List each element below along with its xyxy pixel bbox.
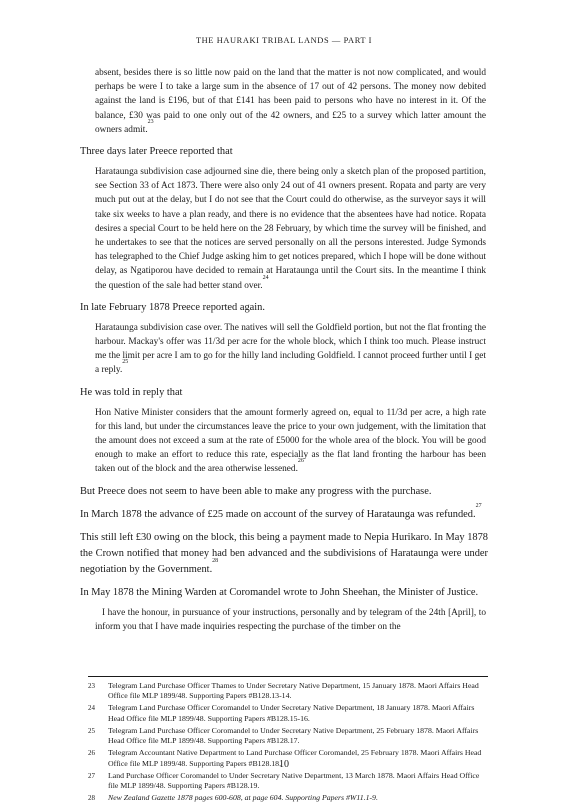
paragraph-text: In March 1878 the advance of £25 made on account of the survey of Harataunga was refunded. bbox=[80, 508, 476, 520]
footnote-text: Land Purchase Officer Coromandel to Under Secretary Native Department, 13 March 1878. Maori Affairs Head Office file MLP 1899/48. Supporting Papers #B128.19. bbox=[108, 770, 480, 791]
block-quote-2 bbox=[95, 165, 488, 293]
paragraph-2: In late February 1878 Preece reported again. bbox=[80, 301, 265, 313]
footnote-ref-27[interactable]: 27 bbox=[475, 502, 482, 509]
footnote-number: 24 bbox=[88, 704, 95, 713]
paragraph-5 bbox=[80, 502, 488, 523]
footnote-ref-26[interactable]: 26 bbox=[297, 458, 304, 465]
paragraph-7: In May 1878 the Mining Warden at Coromandel wrote to John Sheehan, the Minister of Justice. bbox=[80, 586, 479, 598]
footnote-text: Telegram Land Purchase Officer Coromandel to Under Secretary Native Department, 18 January 1878. Maori Affairs Head Office file MLP 1899/48. Supporting Papers #B128.15-16. bbox=[108, 703, 475, 723]
footnote bbox=[88, 681, 488, 702]
footnotes bbox=[88, 676, 488, 805]
footnote-text: Telegram Land Purchase Officer Coromandel to Under Secretary Native Department, 25 February 1878. Maori Affairs Head Office file MLP 1899/48. Supporting Papers #B128.17. bbox=[108, 725, 479, 746]
footnote-number: 28 bbox=[88, 794, 95, 803]
footnote-ref-25[interactable]: 25 bbox=[122, 359, 129, 366]
footnote bbox=[88, 793, 488, 803]
footnote-text: New Zealand Gazette 1878 pages 600-608, at page 604. Supporting Papers #W11.1-9. bbox=[108, 793, 378, 803]
footnote-ref-28[interactable]: 28 bbox=[212, 557, 219, 564]
quote-text: I have the honour, in pursuance of your instructions, personally and by telegram of the 24th [April], to inform you that I have made inquiries respecting the purchase of the timber on the bbox=[95, 607, 486, 632]
quote-text: Harataunga subdivision case adjourned sine die, there being only a sketch plan of the proposed partition, see Section 33 of Act 1873. There were also only 24 out of 41 owners present. Ropata and party are very much put out at the delay, but I do not see that the Court could do otherwise, as the surveyor says it will take six weeks to have a plan ready, and there is no evidence that the absentees have had notice. Ropata desires a special Court to be held here on the 28 February, by which time the survey will be finished, and he undertakes to see that the notices are served personally on all the persons interested. Judge Symonds has telegraphed to the Chief Judge asking him to get notices prepared, which I hope will be done without delay, as Ngatiporou have decided to remain at Harataunga until the Court sits. In the meantime I think the question of the sale had better stand over. bbox=[95, 167, 486, 291]
footnote bbox=[88, 771, 488, 792]
block-quote-3 bbox=[95, 321, 488, 378]
paragraph-4: But Preece does not seem to have been able to make any progress with the purchase. bbox=[80, 485, 432, 497]
footnote-number: 23 bbox=[88, 682, 95, 690]
paragraph-3: He was told in reply that bbox=[80, 386, 183, 398]
block-quote-1 bbox=[95, 66, 488, 137]
footnote-text: Telegram Accountant Native Department to Land Purchase Officer Coromandel, 25 February 1878. Maori Affairs Head Office file MLP 1899/48. Supporting Papers #B128.18. bbox=[108, 748, 482, 768]
block-quote-5 bbox=[95, 606, 488, 634]
footnote-number: 26 bbox=[88, 749, 95, 758]
quote-text: absent, besides there is so little now paid on the land that the matter is not now complicated, and would perhaps be were I to take a large sum in the absence of 17 out of 42 persons. The money now debited against the land is £196, but of that £141 has been paid to persons who have no interest in it. Of the balance, £30 was paid to one only out of the 42 owners, and £25 to a survey which latter amount the owners admit. bbox=[95, 68, 486, 135]
paragraph-6 bbox=[80, 530, 488, 578]
footnote-number: 27 bbox=[88, 771, 95, 780]
paragraph-1: Three days later Preece reported that bbox=[80, 146, 233, 158]
footnote-ref-23[interactable]: 23 bbox=[147, 118, 154, 125]
page-number: 10 bbox=[279, 759, 289, 770]
block-quote-4 bbox=[95, 406, 488, 477]
footnote bbox=[88, 726, 488, 747]
quote-text: Hon Native Minister considers that the amount formerly agreed on, equal to 11/3d per acre, a high rate for this land, but under the circumstances leave the price to your own judgement, with the limitation that the amount does not exceed a sum at the rate of £5000 for the whole area of the block. You will be good enough to make an effort to reduce this rate, especially as the flat land fronting the harbour has been taken out of the block and the area otherwise lessened. bbox=[95, 407, 486, 475]
paragraph-text: This still left £30 owing on the block, this being a payment made to Nepia Hurikaro. In May 1878 the Crown notified that money had ben advanced and the subdivisions of Harataunga were under negotiation by the Government. bbox=[80, 531, 488, 575]
footnote-number: 25 bbox=[88, 726, 95, 735]
footnote-text: Telegram Land Purchase Officer Thames to Under Secretary Native Department, 15 January 1878. Maori Affairs Head Office file MLP 1899/48. Supporting Papers #B128.13-14. bbox=[108, 681, 479, 701]
footnote-ref-24[interactable]: 24 bbox=[262, 274, 269, 281]
footnote bbox=[88, 703, 488, 724]
running-head: THE HAURAKI TRIBAL LANDS — PART I bbox=[195, 36, 373, 45]
quote-text: Harataunga subdivision case over. The natives will sell the Goldfield portion, but not the flat fronting the harbour. Mackay's offer was 11/3d per acre for the whole block, which I think too much. Please instruct me the limit per acre I am to go for the hilly land including Goldfield. I cannot proceed further until I get a reply. bbox=[95, 322, 486, 376]
page-body bbox=[80, 66, 488, 634]
